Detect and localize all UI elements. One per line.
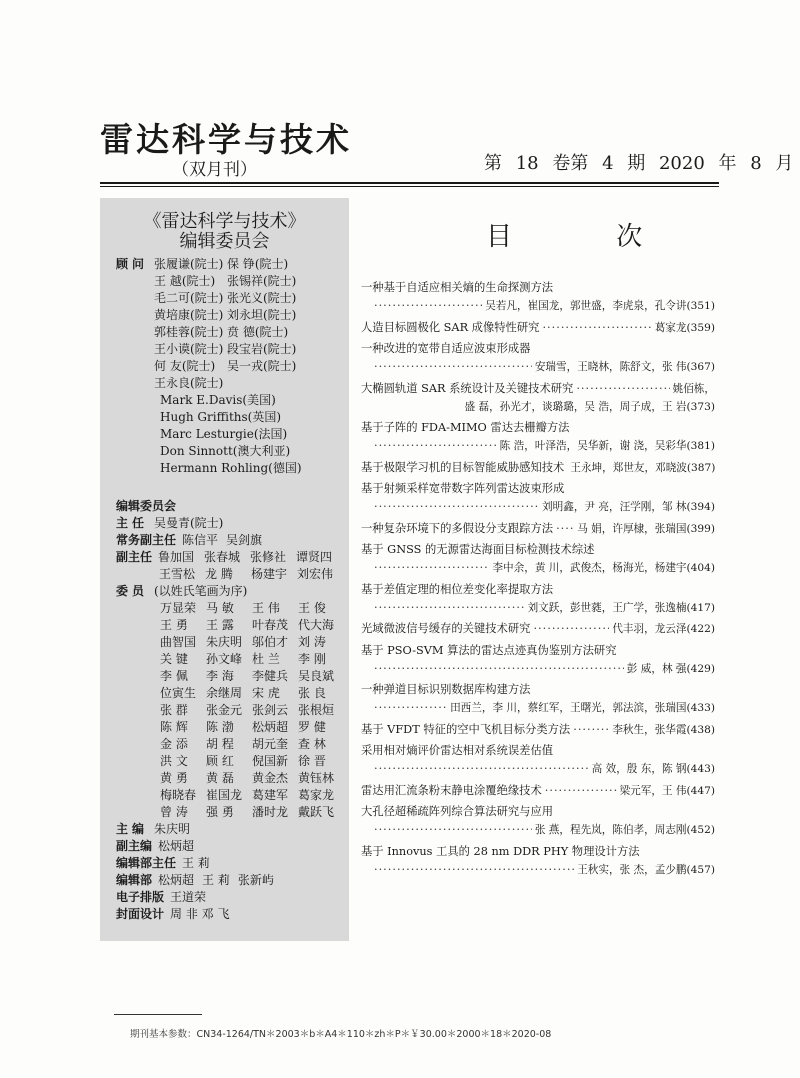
advisor-row: [116, 375, 343, 392]
member-name: 陈 辉: [160, 720, 188, 734]
member-names: [160, 634, 344, 651]
member-name: 潘时龙: [252, 805, 289, 819]
toc-title-line: [361, 419, 715, 437]
chair-name: 吴曼青(院士): [154, 516, 224, 530]
office-role: 编辑部: [116, 873, 153, 887]
layout-role: 电子排版: [116, 890, 165, 904]
cover-design-row: [116, 906, 343, 923]
advisor-row: [116, 273, 343, 290]
vice-chair-name: 杨建宇: [251, 567, 288, 581]
office-name: 张新屿: [237, 873, 274, 887]
office-row: [116, 872, 343, 889]
deputy-editor-name: 松炳超: [158, 839, 195, 853]
advisor-names: [154, 307, 300, 324]
toc-entry: [361, 419, 715, 455]
advisor-names: [154, 273, 300, 290]
toc-entry: [361, 541, 715, 577]
member-name: 李 佩: [160, 669, 188, 683]
toc-entry: [361, 319, 715, 337]
advisors-section: [116, 256, 343, 477]
advisor-names: [154, 256, 300, 273]
member-name: 强 勇: [206, 805, 234, 819]
foreign-advisor: Hugh Griffiths(英国): [160, 410, 282, 424]
toc-title-line: [361, 459, 715, 477]
member-name: 洪 文: [160, 754, 188, 768]
member-name: 葛建军: [252, 788, 289, 802]
toc-title: 基于子阵的 FDA-MIMO 雷达去栅瓣方法: [361, 421, 570, 434]
office-name: 松炳超: [158, 873, 195, 887]
member-names: [160, 753, 344, 770]
toc-title: 大椭圆轨道 SAR 系统设计及关键技术研究: [361, 381, 574, 395]
toc-title-line: [361, 782, 715, 800]
vice-chair-name: 谭贤四: [296, 550, 333, 564]
member-name: 胡 程: [206, 737, 234, 751]
toc-leader: [556, 520, 574, 538]
editor-role: 主编: [116, 822, 149, 836]
advisor-name: 毛二可(院士): [154, 291, 224, 305]
vice-chair-row: [116, 566, 343, 583]
member-names: [160, 668, 344, 685]
member-name: 杜 兰: [252, 652, 280, 666]
vice-chair-name: 王雪松: [159, 567, 196, 581]
foreign-advisor: Marc Lesturgie(法国): [160, 427, 288, 441]
toc-title-line: [361, 681, 715, 699]
member-name: 曲智国: [160, 635, 197, 649]
member-name: 王 伟: [252, 601, 280, 615]
journal-frequency: （双月刊）: [172, 160, 257, 180]
editorial-board-panel: [100, 198, 349, 941]
vice-chairs: [116, 549, 343, 583]
advisor-name: 保 铮(院士): [227, 257, 289, 271]
toc-title: 基于 VFDT 特征的空中飞机目标分类方法: [361, 722, 571, 736]
toc-entry: [361, 742, 715, 778]
committee-section: [116, 498, 343, 923]
toc-authors: 代丰羽，龙云泽(422): [612, 623, 715, 635]
advisor-name: 王 越(院士): [154, 274, 216, 288]
toc-authors: 葛家龙(359): [654, 321, 715, 334]
member-name: 张剑云: [252, 703, 289, 717]
member-name: 崔国龙: [206, 788, 243, 802]
toc-leader: [374, 861, 574, 879]
member-name: 李 刚: [298, 652, 326, 666]
advisor-name: 王小谟(院士): [154, 342, 224, 356]
toc-entry: [361, 340, 715, 376]
toc-authors: 高 效，殷 东，陈 钢(443): [591, 763, 715, 775]
toc-authors: 刘文跃，彭世蕤，王广学，张逸楠(417): [527, 601, 715, 614]
toc-title-line: [361, 319, 715, 337]
exec-vice-row: [116, 532, 343, 549]
committee-heading: 编辑委员会: [116, 499, 177, 513]
toc-title-line: [361, 279, 715, 297]
member-name: 黄 磊: [206, 771, 234, 785]
toc-title-line: [361, 380, 715, 398]
deputy-editor-role: 副主编: [116, 839, 153, 853]
advisor-name: 郭桂蓉(院士): [154, 325, 224, 339]
toc-title-line: [361, 581, 715, 599]
vice-chair-names: [158, 549, 342, 566]
member-name: 朱庆明: [206, 635, 243, 649]
office-name: 王 莉: [202, 873, 230, 887]
toc-authors: 李中余，黄 川，武俊杰，杨海光，杨建宇(404): [492, 562, 715, 574]
advisor-names: [154, 324, 300, 341]
toc-entry: [361, 803, 715, 839]
member-row: [116, 770, 343, 787]
vice-chair-names: [159, 566, 343, 583]
toc-authors-cont: 盛 磊，孙光才，谈璐璐，吴 浩，周子成，王 岩(373): [464, 400, 715, 413]
member-name: 代大海: [298, 618, 335, 632]
footnote-rule: [114, 1014, 202, 1015]
toc-title: 一种复杂环境下的多假设分支跟踪方法: [361, 521, 554, 535]
vice-chair-name: 鲁加国: [158, 550, 195, 564]
member-names: [160, 719, 344, 736]
advisors-role: 顾问: [116, 257, 149, 271]
members-heading-row: [116, 583, 343, 600]
member-name: 葛家龙: [298, 788, 335, 802]
toc-authors: 田西兰，李 川，蔡红军，王曙光，郭法滨，张瑞国(433): [450, 702, 715, 714]
toc-title-line: [361, 620, 715, 638]
toc-title-line: [361, 742, 715, 760]
toc-leader: [374, 358, 532, 376]
foreign-advisor: Don Sinnott(澳大利亚): [160, 444, 291, 458]
toc-title-line: [361, 340, 715, 358]
member-name: 王 勇: [160, 618, 188, 632]
member-name: 倪国新: [252, 754, 289, 768]
member-row: [116, 685, 343, 702]
foreign-advisor: Hermann Rohling(德国): [160, 461, 302, 475]
foreign-advisors-list: [116, 392, 343, 477]
member-name: 关 键: [160, 652, 188, 666]
table-of-contents: [361, 279, 715, 882]
members-role: 委员: [116, 584, 149, 598]
toc-title-line: [361, 642, 715, 660]
toc-entry: [361, 681, 715, 717]
advisor-name: 段宝岩(院士): [227, 342, 297, 356]
toc-heading: 目 次: [486, 222, 691, 252]
member-name: 王 露: [206, 618, 234, 632]
member-row: [116, 702, 343, 719]
toc-title: 一种改进的宽带自适应波束形成器: [361, 342, 531, 355]
toc-entry: [361, 279, 715, 315]
layout-row: [116, 889, 343, 906]
member-row: [116, 787, 343, 804]
toc-leader: [374, 437, 497, 455]
toc-leader: [545, 782, 617, 800]
editor-row: [116, 821, 343, 838]
toc-authors: 马 娟，许厚棣，张瑞国(399): [577, 522, 715, 535]
toc-authors: 彭 威，林 强(429): [626, 662, 715, 675]
member-name: 黄钰林: [298, 771, 335, 785]
toc-title: 基于 Innovus 工具的 28 nm DDR PHY 物理设计方法: [361, 844, 640, 858]
vice-chair-name: 张春城: [204, 550, 241, 564]
member-name: 叶春茂: [252, 618, 289, 632]
advisors-list: [116, 256, 343, 392]
member-name: 金 添: [160, 737, 188, 751]
advisor-name: 张光义(院士): [227, 291, 297, 305]
toc-title-line: [361, 541, 715, 559]
toc-title: 基于 GNSS 的无源雷达海面目标检测技术综述: [361, 543, 595, 556]
member-names: [160, 651, 344, 668]
toc-leader: [374, 498, 539, 516]
toc-authors-line: [361, 358, 715, 376]
member-row: [116, 634, 343, 651]
member-name: 张 群: [160, 703, 188, 717]
member-names: [160, 702, 344, 719]
member-name: 余继周: [206, 686, 243, 700]
member-names: [160, 804, 344, 821]
member-name: 邬伯才: [252, 635, 289, 649]
toc-authors-line: [361, 699, 715, 717]
member-name: 梅晓春: [160, 788, 197, 802]
advisor-name: 黄培康(院士): [154, 308, 224, 322]
vice-chair-name: 龙 腾: [205, 567, 233, 581]
exec-vice-names: [182, 532, 270, 549]
advisor-name: 贲 德(院士): [227, 325, 289, 339]
toc-entry: [361, 380, 715, 416]
toc-authors-line: [361, 498, 715, 516]
office-director-row: [116, 855, 343, 872]
toc-leader: [374, 660, 624, 678]
toc-leader: [374, 760, 589, 778]
member-name: 王 俊: [298, 601, 326, 615]
member-names: [160, 685, 344, 702]
toc-leader: [374, 297, 482, 315]
member-row: [116, 600, 343, 617]
deputy-editor-row: [116, 838, 343, 855]
toc-authors-line: [361, 599, 715, 617]
advisor-names: [154, 341, 300, 358]
toc-authors: 刘明鑫，尹 亮，汪学刚，邹 林(394): [542, 501, 715, 513]
toc-authors: 吴若凡，崔国龙，郭世盛，李虎泉，孔令讲(351): [485, 300, 715, 312]
toc-leader: [573, 721, 609, 739]
toc-title-line: [361, 721, 715, 739]
advisor-row: [116, 290, 343, 307]
editor-name: 朱庆明: [154, 822, 191, 836]
toc-authors-line: [361, 437, 715, 455]
toc-title-line: [361, 480, 715, 498]
member-name: 李健兵: [252, 669, 289, 683]
header-rule-thin: [100, 186, 719, 187]
toc-authors: 王永坤，郑世友，邓晓波(387): [570, 461, 716, 474]
member-name: 张金元: [206, 703, 243, 717]
toc-authors-line: [361, 821, 715, 839]
member-name: 黄金杰: [252, 771, 289, 785]
advisor-name: 刘永坦(院士): [227, 308, 297, 322]
foreign-advisor: Mark E.Davis(美国): [160, 393, 276, 407]
toc-leader: [374, 821, 532, 839]
exec-vice-name: 吴剑旗: [226, 533, 263, 547]
member-name: 吴良斌: [298, 669, 335, 683]
advisor-name: 何 友(院士): [154, 359, 216, 373]
member-name: 胡元奎: [252, 737, 289, 751]
advisor-row: [116, 341, 343, 358]
advisor-name: 张锡祥(院士): [227, 274, 297, 288]
journal-parameters: 期刊基本参数：CN34-1264/TN＊2003＊b＊A4＊110＊zh＊P＊￥30.00＊2000＊18＊2020-08: [130, 1029, 552, 1040]
board-title: [100, 212, 349, 252]
toc-title-line: [361, 843, 715, 861]
member-name: 李 海: [206, 669, 234, 683]
toc-entry: [361, 520, 715, 538]
advisor-names: [154, 375, 227, 392]
toc-authors-line: [361, 559, 715, 577]
toc-title: 采用相对熵评价雷达相对系统误差估值: [361, 744, 554, 757]
toc-authors: 安瑞雪，王晓林，陈舒文，张 伟(367): [534, 361, 715, 373]
toc-title-line: [361, 520, 715, 538]
toc-leader: [576, 380, 669, 398]
board-title-journal: 《雷达科学与技术》: [143, 211, 306, 232]
toc-leader: [533, 620, 609, 638]
toc-authors: 梁元军，王 伟(447): [619, 784, 715, 797]
exec-vice-role: 常务副主任: [116, 533, 177, 547]
toc-entry: [361, 843, 715, 879]
office-director-role: 编辑部主任: [116, 856, 177, 870]
chair-role: 主任: [116, 516, 149, 530]
member-name: 位寅生: [160, 686, 197, 700]
office-director-name: 王 莉: [182, 856, 210, 870]
member-names: [160, 770, 344, 787]
issue-info: 第 18 卷第 4 期 2020 年 8 月: [484, 153, 794, 174]
advisor-name: 王永良(院士): [154, 376, 224, 390]
toc-title: 大孔径超稀疏阵列综合算法研究与应用: [361, 805, 554, 818]
member-row: [116, 668, 343, 685]
advisor-row: [116, 358, 343, 375]
toc-entry: [361, 721, 715, 739]
toc-entry: [361, 782, 715, 800]
member-names: [160, 736, 344, 753]
toc-authors: 王秋实，张 杰，孟少鹏(457): [577, 863, 715, 876]
member-names: [160, 600, 344, 617]
toc-leader: [374, 699, 447, 717]
toc-authors: 李秋生，张华霞(438): [612, 723, 715, 736]
board-title-committee: 编辑委员会: [179, 231, 270, 252]
member-row: [116, 753, 343, 770]
layout-name: 王道荣: [170, 890, 207, 904]
toc-entry: [361, 480, 715, 516]
vice-chair-name: 刘宏伟: [297, 567, 334, 581]
toc-title: 光域微波信号缓存的关键技术研究: [361, 622, 531, 635]
member-name: 罗 健: [298, 720, 326, 734]
advisor-names: [154, 358, 300, 375]
toc-title-line: [361, 803, 715, 821]
toc-title: 基于差值定理的相位差变化率提取方法: [361, 582, 554, 596]
member-name: 黄 勇: [160, 771, 188, 785]
member-name: 松炳超: [252, 720, 289, 734]
chair-row: [116, 515, 343, 532]
toc-authors-line: [361, 861, 715, 879]
member-names: [160, 617, 344, 634]
toc-leader: [374, 599, 525, 617]
toc-leader: [542, 319, 651, 337]
members-list: [116, 583, 343, 821]
journal-title: 雷达科学与技术: [100, 120, 352, 159]
advisor-row: [116, 324, 343, 341]
member-name: 马 敏: [206, 601, 234, 615]
toc-authors: 张 燕，程先岚，陈伯孝，周志刚(452): [534, 824, 715, 836]
toc-leader: [374, 559, 489, 577]
advisor-row: [116, 256, 343, 273]
member-name: 张 良: [298, 686, 326, 700]
member-name: 查 林: [298, 737, 326, 751]
member-name: 曾 涛: [160, 805, 188, 819]
vice-role: 副主任: [116, 550, 153, 564]
member-row: [116, 651, 343, 668]
member-name: 孙文峰: [206, 652, 243, 666]
toc-entry: [361, 581, 715, 617]
member-name: 万显荣: [160, 601, 197, 615]
header-rule-thick: [100, 182, 719, 184]
toc-authors-line: [361, 398, 715, 416]
member-name: 宋 虎: [252, 686, 280, 700]
toc-title: 基于 PSO-SVM 算法的雷达点迹真伪鉴别方法研究: [361, 643, 617, 657]
toc-entry: [361, 459, 715, 477]
toc-authors: 姚佰栋，: [672, 382, 715, 395]
toc-title: 基于射频采样宽带数字阵列雷达波束形成: [361, 482, 565, 495]
vice-chair-name: 张修社: [250, 550, 287, 564]
toc-entry: [361, 642, 715, 678]
member-name: 徐 晋: [298, 754, 326, 768]
member-names: [160, 787, 344, 804]
vice-chair-row: [116, 549, 343, 566]
advisor-name: 吴一戎(院士): [227, 359, 297, 373]
member-name: 张根烜: [298, 703, 335, 717]
member-row: [116, 804, 343, 821]
advisor-row: [116, 307, 343, 324]
toc-authors: 陈 浩，叶泽浩，吴华新，谢 浇，吴彩华(381): [499, 440, 715, 452]
toc-title: 一种弹道目标识别数据库构建方法: [361, 683, 531, 696]
toc-authors-line: [361, 760, 715, 778]
advisor-names: [154, 290, 300, 307]
advisor-name: 张履谦(院士): [154, 257, 224, 271]
exec-vice-name: 陈信平: [182, 533, 219, 547]
member-row: [116, 617, 343, 634]
member-row: [116, 736, 343, 753]
cover-design-names: 周 非 邓 飞: [170, 907, 230, 921]
office-names: [158, 872, 282, 889]
cover-design-role: 封面设计: [116, 907, 165, 921]
member-name: 刘 涛: [298, 635, 326, 649]
toc-title: 一种基于自适应相关熵的生命探测方法: [361, 281, 554, 294]
member-name: 戴跃飞: [298, 805, 335, 819]
toc-entry: [361, 620, 715, 638]
toc-authors-line: [361, 660, 715, 678]
toc-title: 人造目标圆极化 SAR 成像特性研究: [361, 320, 540, 334]
member-name: 顾 红: [206, 754, 234, 768]
member-name: 陈 渤: [206, 720, 234, 734]
toc-title: 雷达用汇流条粉末静电涂覆绝缘技术: [361, 783, 542, 797]
toc-title: 基于极限学习机的目标智能威胁感知技术: [361, 460, 565, 474]
members-note: (以姓氏笔画为序): [154, 584, 248, 598]
toc-authors-line: [361, 297, 715, 315]
member-row: [116, 719, 343, 736]
